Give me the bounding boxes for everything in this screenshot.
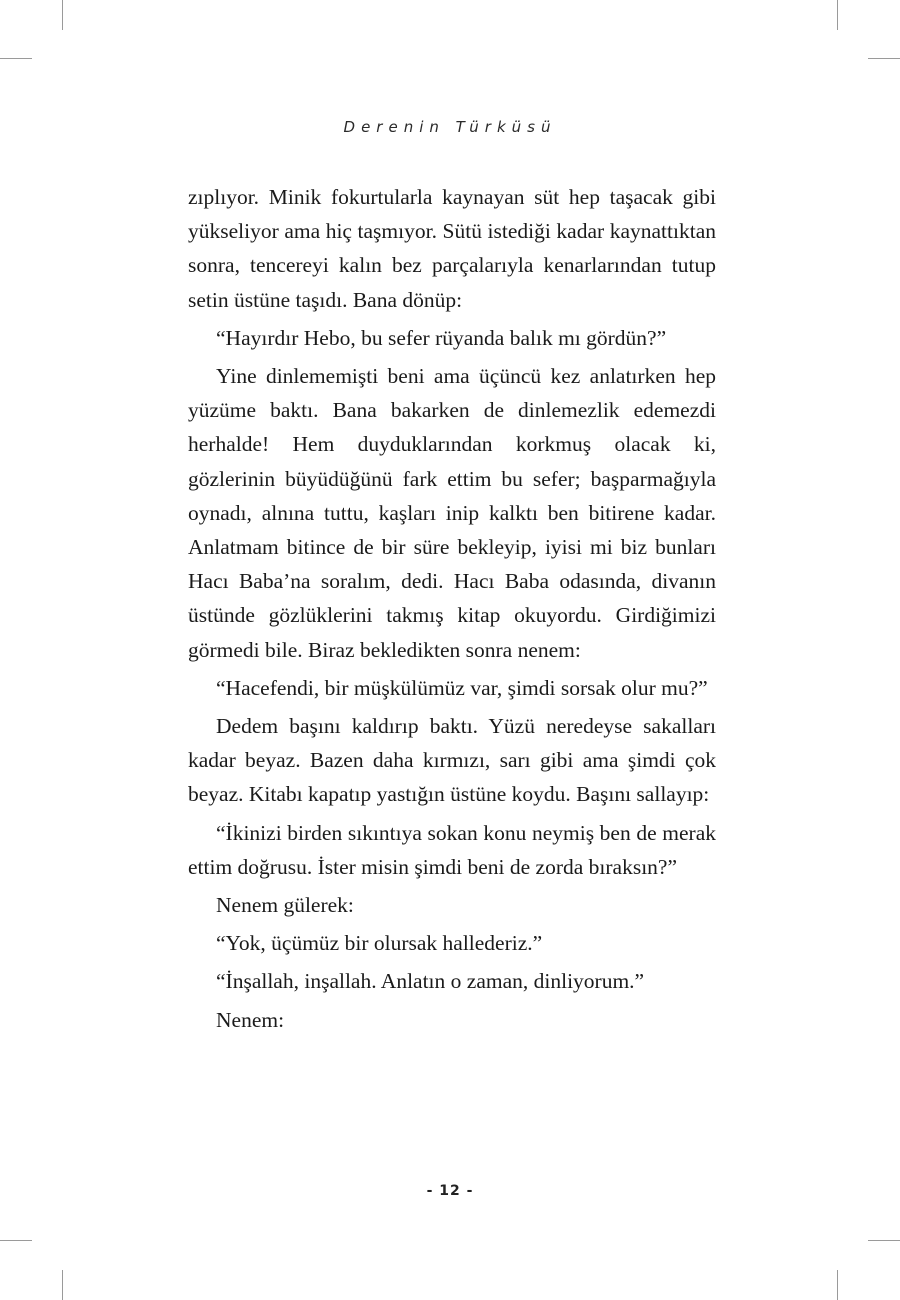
crop-mark-bottom-right [837,1270,838,1300]
paragraph: Nenem: [216,1007,285,1032]
crop-mark-top-left [62,0,63,30]
paragraph: Yine dinlememişti beni ama üçüncü kez anlatırken hep yüzüme baktı. Bana bakarken de dinlemezlik edemezdi herhalde! Hem duyduklarından korkmuş olacak ki, gözlerinin büyüdüğünü fark ettim bu sefer; başparmağıyla oynadı, alnına tuttu, kaşları inip kalktı ben bitirene kadar. Anlatmam bitince de bir süre bekleyip, iyisi mi biz bunları Hacı Baba’na soralım, dedi. Hacı Baba odasında, divanın üstünde gözlüklerini takmış kitap okuyordu. Girdiğimizi görmedi bile. Biraz bekledikten sonra nenem: [188,364,716,662]
paragraph: Dedem başını kaldırıp baktı. Yüzü neredeyse sakalları kadar beyaz. Bazen daha kırmızı, sarı gibi ama şimdi çok beyaz. Kitabı kapatıp yastığın üstüne koydu. Başını sallayıp: [188,714,716,807]
crop-mark-top-right [837,0,838,30]
body-text [188,180,716,1041]
crop-mark-right-bottom [868,1240,900,1241]
crop-mark-left-top [0,58,32,59]
crop-mark-right-top [868,58,900,59]
crop-mark-bottom-left [62,1270,63,1300]
paragraph: “Hayırdır Hebo, bu sefer rüyanda balık mı gördün?” [216,325,667,350]
page-number: - 12 - [426,1183,474,1199]
paragraph: zıplıyor. Minik fokurtularla kaynayan süt hep taşacak gibi yükseliyor ama hiç taşmıyor. Sütü istediği kadar kaynattıktan sonra, tencereyi kalın bez parçalarıyla kenarlarından tutup setin üstüne taşıdı. Bana dönüp: [188,185,716,312]
crop-mark-left-bottom [0,1240,32,1241]
running-head: Derenin Türküsü [343,118,557,136]
paragraph: “İkinizi birden sıkıntıya sokan konu neymiş ben de merak ettim doğrusu. İster misin şimdi beni de zorda bıraksın?” [188,820,716,879]
paragraph: Nenem gülerek: [216,893,354,918]
paragraph: “İnşallah, inşallah. Anlatın o zaman, dinliyorum.” [216,969,645,994]
paragraph: “Hacefendi, bir müşkülümüz var, şimdi sorsak olur mu?” [216,675,708,700]
paragraph: “Yok, üçümüz bir olursak hallederiz.” [216,931,543,956]
